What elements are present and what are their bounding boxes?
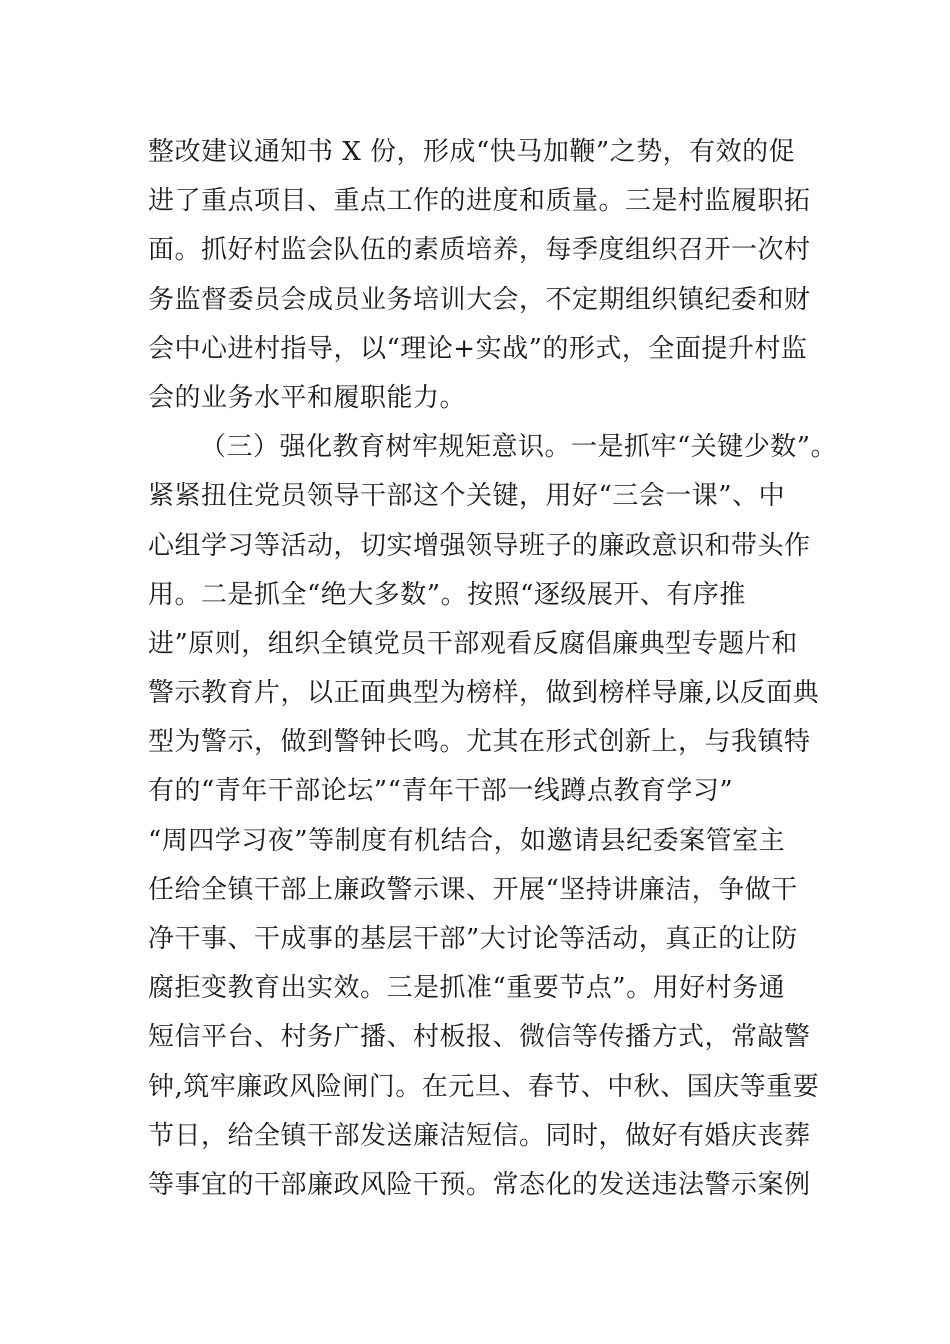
text-line: 务监督委员会成员业务培训大会，不定期组织镇纪委和财 xyxy=(148,284,811,315)
text-line: 面。抓好村监会队伍的素质培养，每季度组织召开一次村 xyxy=(148,235,811,266)
section-heading-line: （三）强化教育树牢规矩意识。一是抓牢“关键少数”。 xyxy=(200,432,838,463)
text-line: 心组学习等活动，切实增强领导班子的廉政意识和带头作 xyxy=(148,530,811,561)
text-line: 紧紧扭住党员领导干部这个关键，用好“三会一课”、中 xyxy=(148,481,786,512)
text-line: 钟,筑牢廉政风险闸门。在元旦、春节、中秋、国庆等重要 xyxy=(148,1071,820,1102)
text-line: 型为警示，做到警钟长鸣。尤其在形式创新上，与我镇特 xyxy=(148,727,811,758)
text-line: 会的业务水平和履职能力。 xyxy=(148,382,467,413)
text-line: 会中心进村指导，以“理论+实战”的形式，全面提升村监 xyxy=(148,333,808,364)
text-line: 整改建议通知书 X 份，形成“快马加鞭”之势，有效的促 xyxy=(148,137,796,167)
text-line: 进了重点项目、重点工作的进度和质量。三是村监履职拓 xyxy=(148,186,811,217)
text-line: 腐拒变教育出实效。三是抓准“重要节点”。用好村务通 xyxy=(148,973,786,1004)
body-text xyxy=(148,128,848,1210)
text-line: 进”原则，组织全镇党员干部观看反腐倡廉典型专题片和 xyxy=(148,628,798,659)
text-line: 短信平台、村务广播、村板报、微信等传播方式，常敲警 xyxy=(148,1022,811,1053)
text-line: 等事宜的干部廉政风险干预。常态化的发送违法警示案例 xyxy=(148,1169,811,1200)
text-line: 任给全镇干部上廉政警示课、开展“坚持讲廉洁，争做干 xyxy=(148,874,798,905)
text-line: 净干事、干成事的基层干部”大讨论等活动，真正的让防 xyxy=(148,924,798,954)
text-line: 节日，给全镇干部发送廉洁短信。同时，做好有婚庆丧葬 xyxy=(148,1120,811,1151)
text-line: “周四学习夜”等制度有机结合，如邀请县纪委案管室主 xyxy=(148,825,786,856)
text-line: 警示教育片，以正面典型为榜样，做到榜样导廉,以反面典 xyxy=(148,678,820,709)
text-line: 有的“青年干部论坛”“青年干部一线蹲点教育学习” xyxy=(148,776,734,807)
text-line: 用。二是抓全“绝大多数”。按照“逐级展开、有序推 xyxy=(148,579,746,610)
